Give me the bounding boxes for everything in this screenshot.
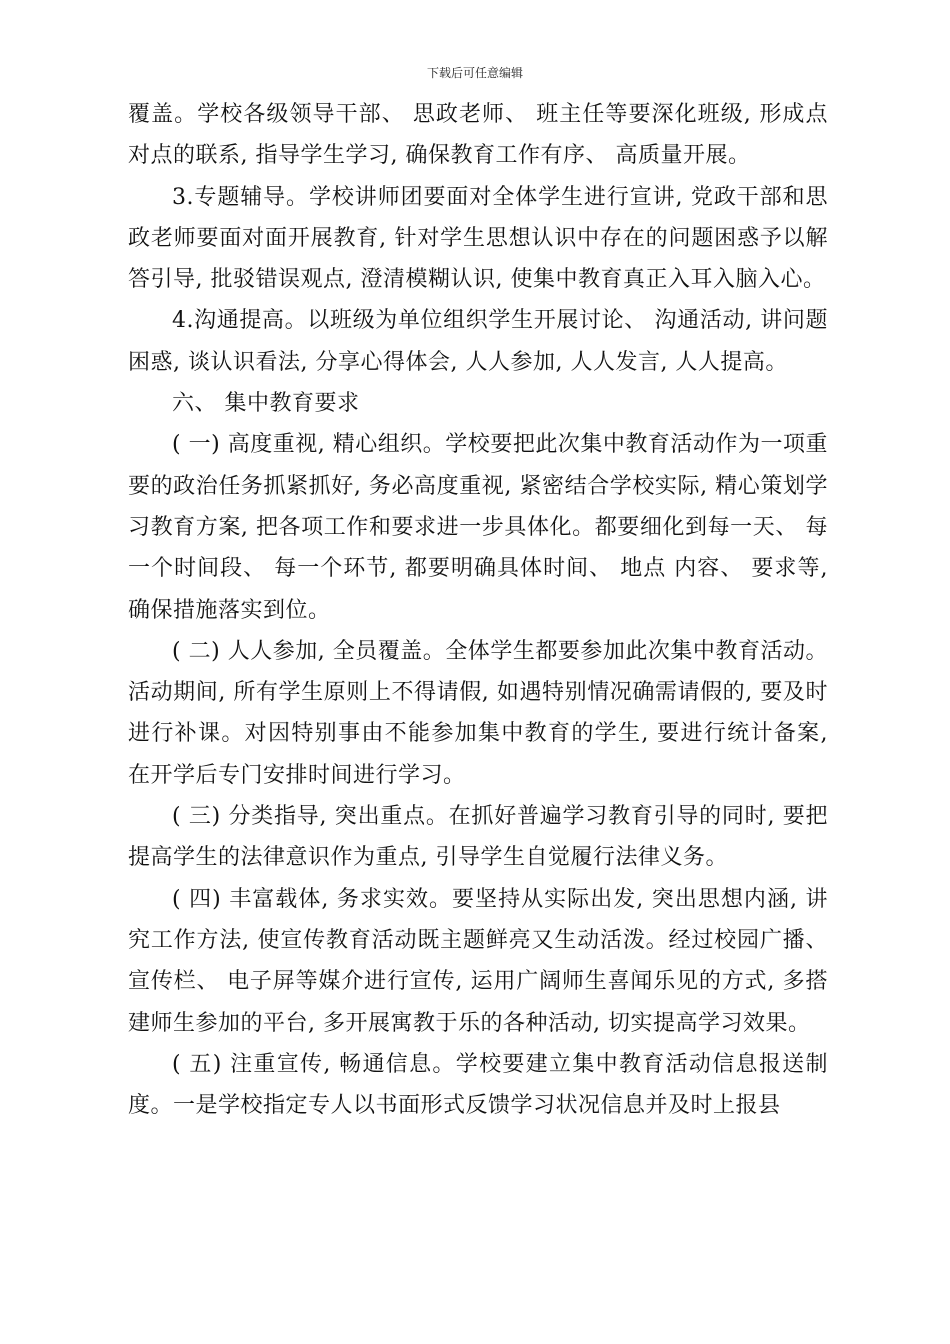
- document-body: [128, 94, 828, 1126]
- paragraph-requirement-3: ( 三) 分类指导, 突出重点。在抓好普遍学习教育引导的同时, 要把提高学生的法律意识作为重点, 引导学生自觉履行法律义务。: [128, 804, 828, 871]
- paragraph-coverage-continuation: 覆盖。学校各级领导干部、 思政老师、 班主任等要深化班级, 形成点对点的联系, 指导学生学习, 确保教育工作有序、 高质量开展。: [128, 102, 828, 169]
- paragraph-requirement-4: ( 四) 丰富载体, 务求实效。要坚持从实际出发, 突出思想内涵, 讲究工作方法, 使宣传教育活动既主题鲜亮又生动活泼。经过校园广播、 宣传栏、 电子屏等媒介进行宣传, 运用广阔师生喜闻乐见的方式, 多搭建师生参加的平台, 多开展寓教于乐的各种活动, 切实提高学习效果。: [128, 886, 828, 1036]
- paragraph-requirement-1: ( 一) 高度重视, 精心组织。学校要把此次集中教育活动作为一项重要的政治任务抓紧抓好, 务必高度重视, 紧密结合学校实际, 精心策划学习教育方案, 把各项工作和要求进一步具体化。都要细化到每一天、 每一个时间段、 每一个环节, 都要明确具体时间、 地点 内容、 要求等, 确保措施落实到位。: [128, 432, 828, 623]
- paragraph-special-tutoring: 3.专题辅导。学校讲师团要面对全体学生进行宣讲, 党政干部和思政老师要面对面开展教育, 针对学生思想认识中存在的问题困惑予以解答引导, 批驳错误观点, 澄清模糊认识, 使集中教育真正入耳入脑入心。: [128, 184, 828, 293]
- paragraph-communication: 4.沟通提高。以班级为单位组织学生开展讨论、 沟通活动, 讲问题困惑, 谈认识看法, 分享心得体会, 人人参加, 人人发言, 人人提高。: [128, 308, 828, 375]
- paragraph-requirement-2: ( 二) 人人参加, 全员覆盖。全体学生都要参加此次集中教育活动。活动期间, 所有学生原则上不得请假, 如遇特别情况确需请假的, 要及时进行补课。对因特别事由不能参加集中教育的学生, 要进行统计备案, 在开学后专门安排时间进行学习。: [128, 638, 828, 788]
- paragraph-requirement-5: ( 五) 注重宣传, 畅通信息。学校要建立集中教育活动信息报送制度。一是学校指定专人以书面形式反馈学习状况信息并及时上报县: [128, 1051, 828, 1119]
- section-heading-requirements: 六、 集中教育要求: [172, 391, 360, 417]
- page-header-note: 下载后可任意编辑: [426, 66, 523, 80]
